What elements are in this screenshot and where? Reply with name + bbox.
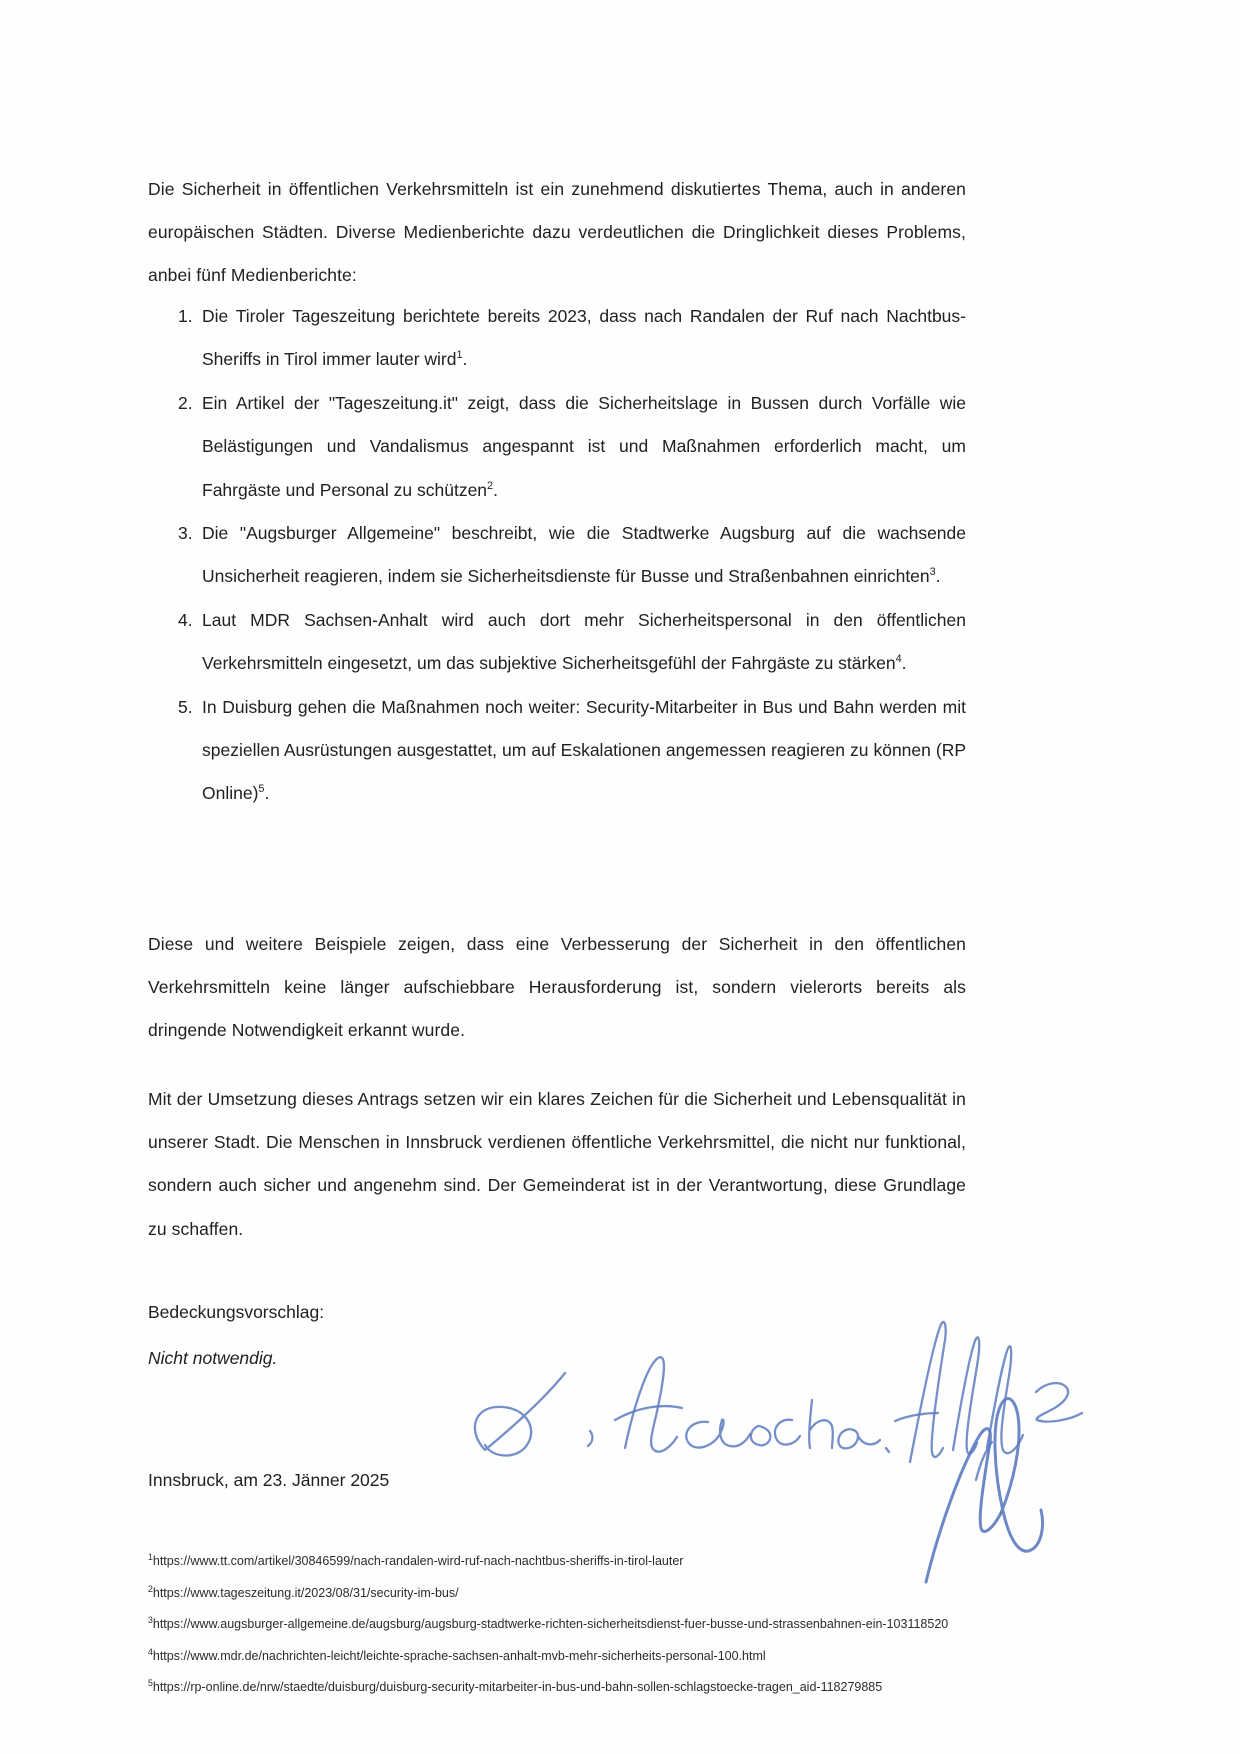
list-marker: 3. <box>178 523 193 544</box>
list-item <box>148 295 966 382</box>
footnote-number: 1 <box>148 1551 153 1562</box>
list-item <box>148 382 966 512</box>
footnotes-section <box>148 1546 1133 1704</box>
media-report-list <box>148 295 966 816</box>
footnote-reference: 2 <box>487 479 494 492</box>
list-item-text: In Duisburg gehen die Maßnahmen noch weiter: Security-Mitarbeiter in Bus und Bahn werden mit speziellen Ausrüstungen ausgestattet, um auf Eskalationen angemessen reagieren zu können (RP Online)$^5$. <box>202 696 966 804</box>
footnote-number: 4 <box>148 1646 153 1657</box>
footnote-number: 3 <box>148 1614 153 1625</box>
footnote <box>148 1546 1133 1578</box>
coverage-proposal-value: Nicht notwendig. <box>148 1348 278 1368</box>
footnote-url: https://www.mdr.de/nachrichten-leicht/leichte-sprache-sachsen-anhalt-mvb-mehr-sicherheits-personal-100.html <box>152 1648 766 1663</box>
list-marker: 5. <box>178 696 193 717</box>
closing-paragraph: Mit der Umsetzung dieses Antrags setzen wir ein klares Zeichen für die Sicherheit und Lebensqualität in unserer Stadt. Die Menschen in Innsbruck verdienen öffentliche Verkehrsmittel, die nicht nur funktional, sondern auch sicher und angenehm sind. Der Gemeinderat ist in der Verantwortung, diese Grundlage zu schaffen. <box>148 1088 966 1239</box>
footnote <box>148 1609 1133 1641</box>
footnote <box>148 1641 1133 1673</box>
footnote-number: 2 <box>148 1583 153 1594</box>
coverage-proposal-label: Bedeckungsvorschlag: <box>148 1302 325 1322</box>
footnote-url: https://www.tageszeitung.it/2023/08/31/security-im-bus/ <box>152 1585 459 1600</box>
footnote-reference: 4 <box>895 653 902 666</box>
list-item <box>148 599 966 686</box>
footnote <box>148 1578 1133 1610</box>
list-item <box>148 686 966 816</box>
list-item-text: Die Tiroler Tageszeitung berichtete bereits 2023, dass nach Randalen der Ruf nach Nachtbus-Sheriffs in Tirol immer lauter wird$^1$. <box>202 306 966 370</box>
list-marker: 1. <box>178 306 193 326</box>
footnote-url: https://www.tt.com/artikel/30846599/nach-randalen-wird-ruf-nach-nachtbus-sheriffs-in-tirol-lauter <box>152 1554 684 1568</box>
footnote-number: 5 <box>148 1677 153 1688</box>
list-item-text: Ein Artikel der "Tageszeitung.it" zeigt, dass die Sicherheitslage in Bussen durch Vorfälle wie Belästigungen und Vandalismus angespannt ist und Maßnahmen erforderlich macht, um Fahrgäste und Personal zu schützen$^2$. <box>202 392 966 500</box>
list-item-text: Laut MDR Sachsen-Anhalt wird auch dort mehr Sicherheitspersonal in den öffentlichen Verkehrsmitteln eingesetzt, um das subjektive Sicherheitsgefühl der Fahrgäste zu stärken$^4$. <box>202 609 966 674</box>
footnote-reference: 3 <box>929 566 936 579</box>
footnote-reference: 5 <box>258 783 265 796</box>
list-item <box>148 512 966 599</box>
footnote <box>148 1672 1133 1704</box>
dateline: Innsbruck, am 23. Jänner 2025 <box>148 1470 390 1490</box>
intro-paragraph: Die Sicherheit in öffentlichen Verkehrsmitteln ist ein zunehmend diskutiertes Thema, auch in anderen europäischen Städten. Diverse Medienberichte dazu verdeutlichen die Dringlichkeit dieses Problems, anbei fünf Medienberichte: <box>148 178 966 286</box>
examples-paragraph: Diese und weitere Beispiele zeigen, dass eine Verbesserung der Sicherheit in den öffentlichen Verkehrsmitteln keine länger aufschiebbare Herausforderung ist, sondern vielerorts bereits als dringende Notwendigkeit erkannt wurde. <box>148 933 966 1041</box>
footnote-url: https://www.augsburger-allgemeine.de/augsburg/augsburg-stadtwerke-richten-sicherheitsdienst-fuer-busse-und-strassenbahnen-ein-103118520 <box>152 1617 949 1631</box>
list-item-text: Die "Augsburger Allgemeine" beschreibt, wie die Stadtwerke Augsburg auf die wachsende Unsicherheit reagieren, indem sie Sicherheitsdienste für Busse und Straßenbahnen einrichten$^3$. <box>202 523 966 587</box>
list-marker: 2. <box>178 392 193 413</box>
list-marker: 4. <box>178 609 193 630</box>
footnote-reference: 1 <box>456 349 463 362</box>
footnote-url: https://rp-online.de/nrw/staedte/duisburg/duisburg-security-mitarbeiter-in-bus-und-bahn-sollen-schlagstoecke-tragen_aid-118279885 <box>152 1680 883 1694</box>
